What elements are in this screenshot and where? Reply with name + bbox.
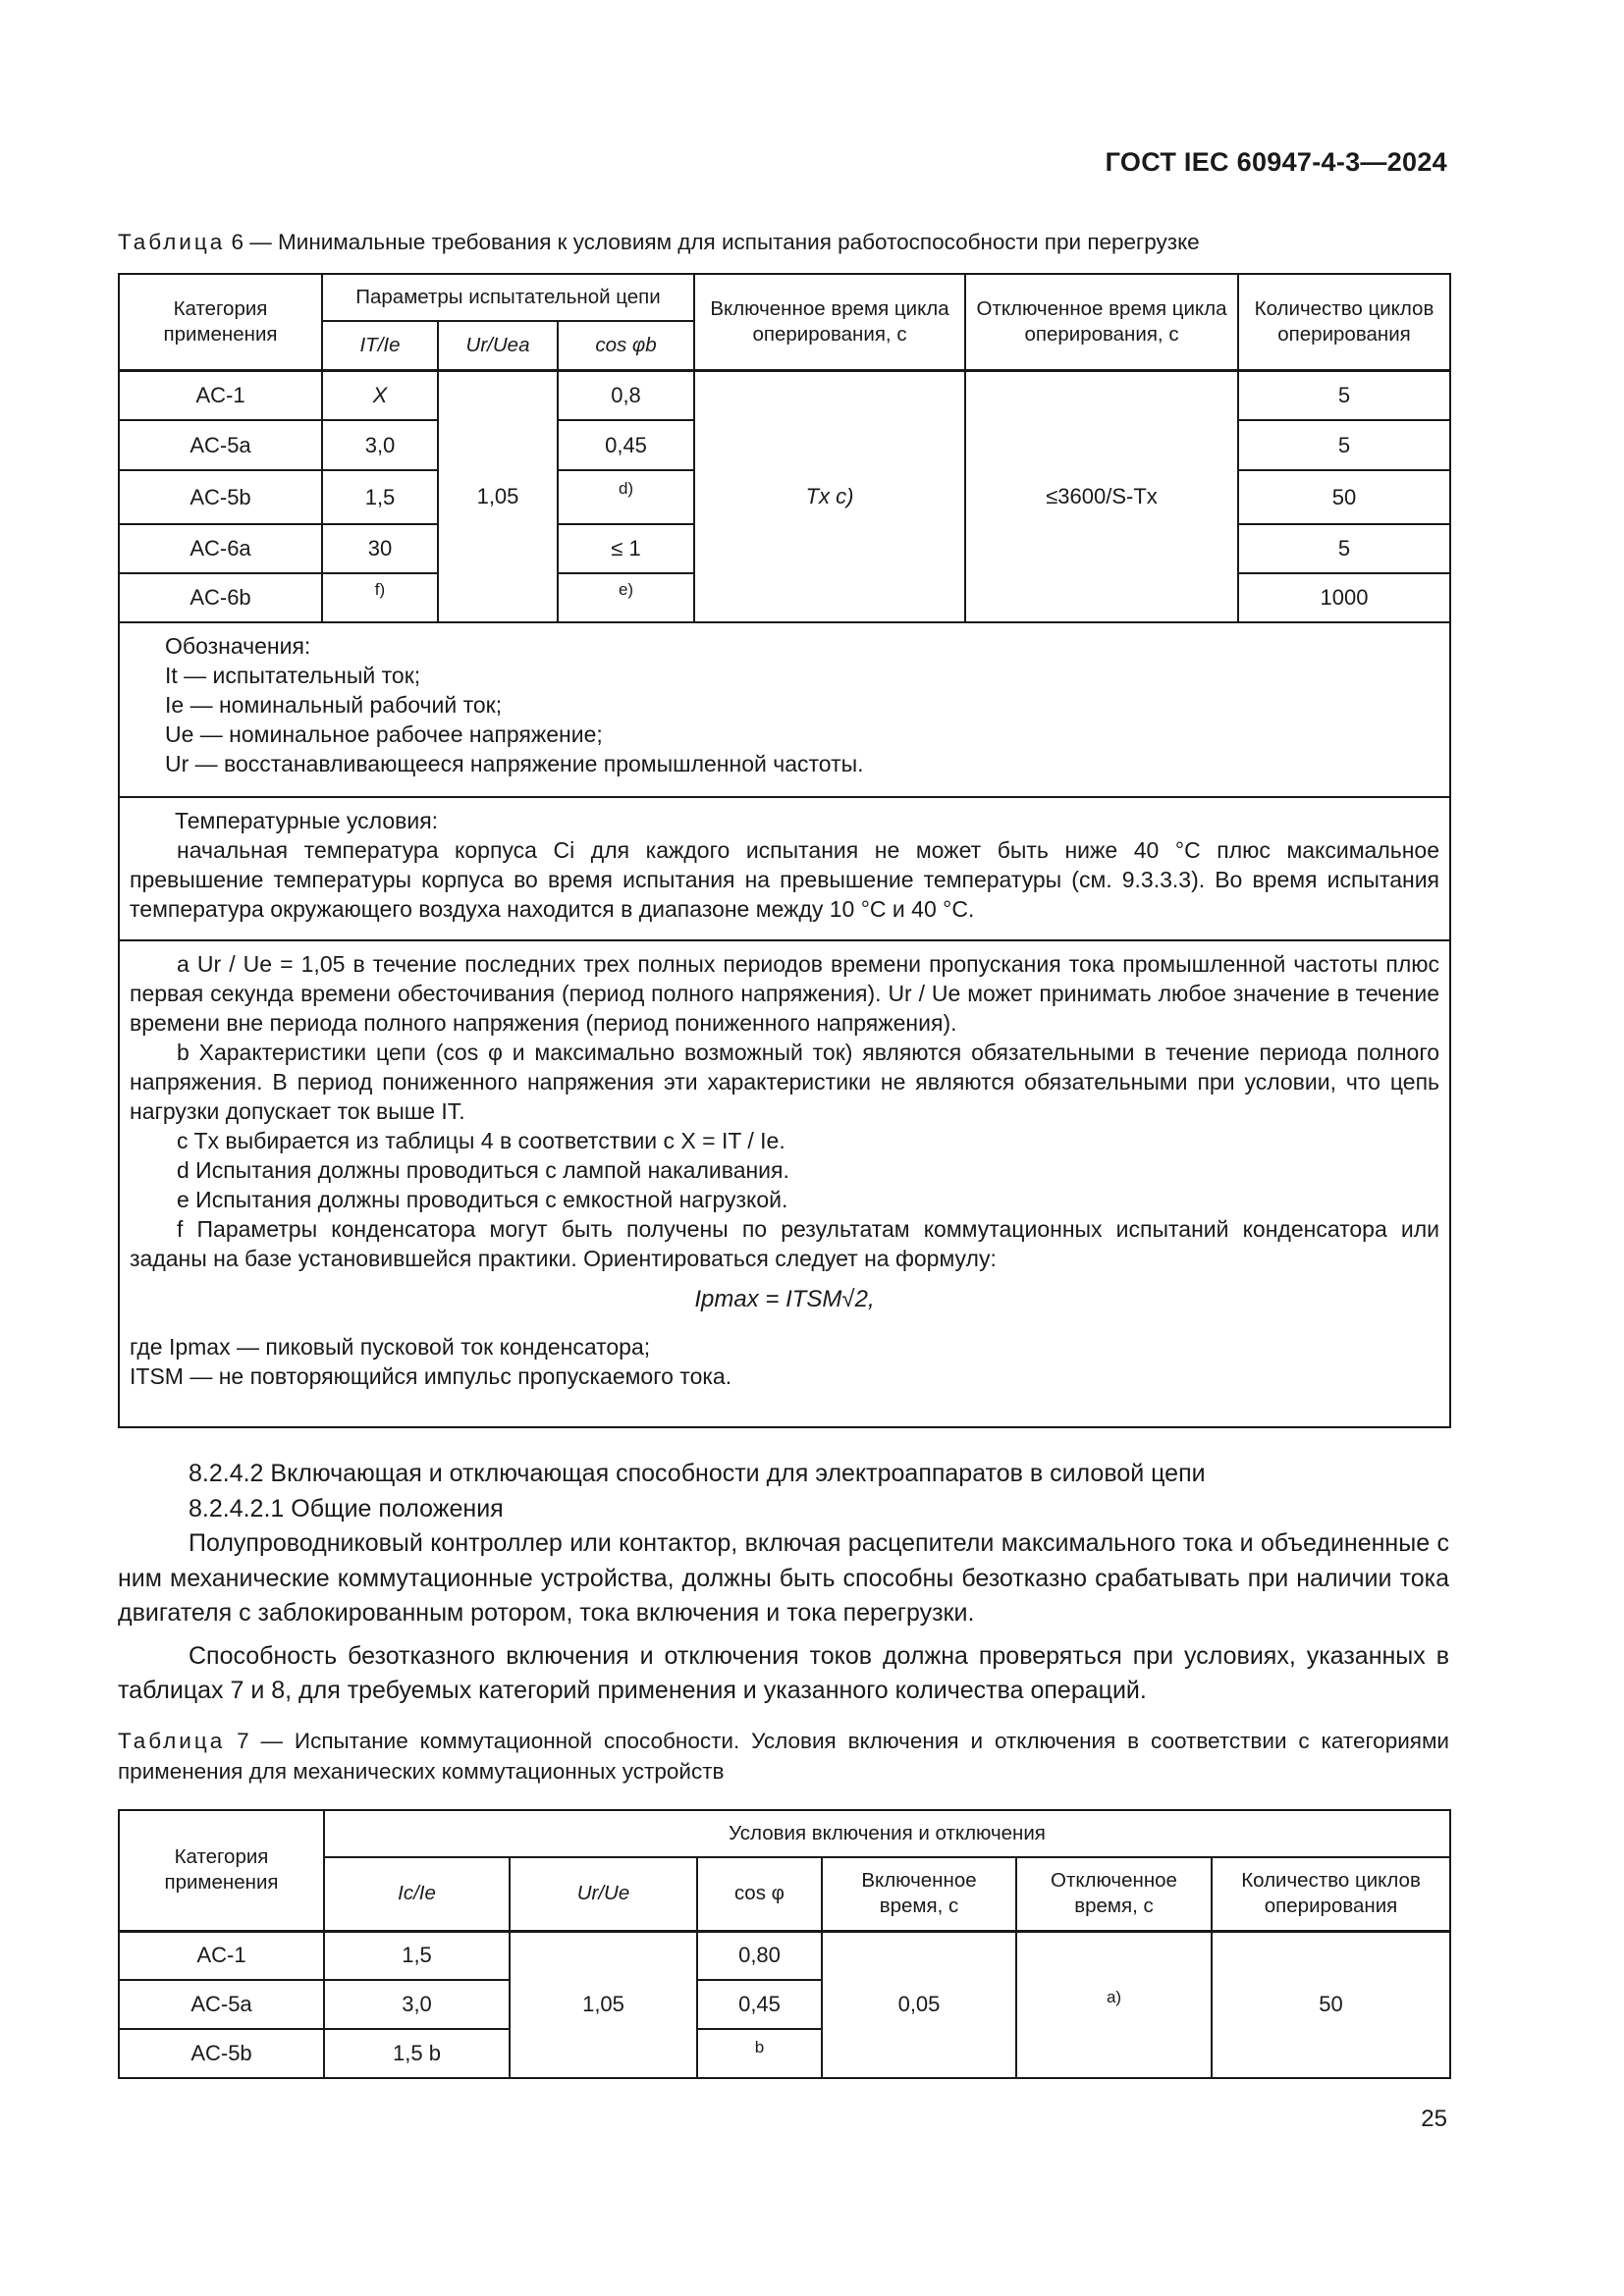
t6-temperature — [119, 797, 1450, 940]
t6-footnote-d: d Испытания должны проводиться с лампой накаливания. — [177, 1157, 789, 1183]
t6-footnote-f: f Параметры конденсатора могут быть получены по результатам коммутационных испытаний конденсатора или заданы на базе установившейся практики. Ориентироваться следует на формулу: — [130, 1216, 1440, 1271]
t7-off-time-value: a) — [1016, 1931, 1212, 2078]
t6-head-cycles-label: Количество циклов оперирования — [1254, 296, 1435, 346]
t7-head-category — [119, 1810, 324, 1931]
t7-head-cos-label: cos φ — [734, 1882, 785, 1905]
t6-row4-category: AC-6a — [119, 524, 322, 573]
t7-head-category-label: Категория применения — [164, 1845, 279, 1895]
t7-on-time-value: 0,05 — [822, 1931, 1016, 2078]
t6-temperature-title: Температурные условия: — [175, 808, 439, 833]
t7-row3-ic-ie: 1,5 b — [324, 2029, 510, 2078]
table6 — [118, 273, 1451, 1428]
t7-head-ic-ie — [324, 1857, 510, 1931]
t6-row3-cos: d) — [558, 470, 694, 524]
t6-row3-cycles: 50 — [1238, 470, 1450, 524]
t6-head-it-ie-label: IT/Ie — [359, 333, 401, 356]
t7-row2-cos: 0,45 — [697, 1980, 822, 2029]
t7-head-ur-ue — [510, 1857, 697, 1931]
t7-head-group-label: Условия включения и отключения — [729, 1822, 1046, 1844]
t7-head-group — [324, 1810, 1450, 1857]
table6-caption — [118, 227, 1449, 257]
t6-footnote-b: b Характеристики цепи (cos φ и максимально возможный ток) являются обязательными в течение периода полного напряжения. В период пониженного напряжения эти характеристики не являются обязательными при условии, что цепь нагрузки допускает ток выше IT. — [130, 1040, 1440, 1124]
t7-row1-ic-ie: 1,5 — [324, 1931, 510, 1980]
t7-head-cycles-label: Количество циклов оперирования — [1241, 1869, 1421, 1918]
t6-where-line: ITSM — не повторяющийся импульс пропускаемого тока. — [130, 1363, 732, 1389]
t7-head-off-time — [1016, 1857, 1212, 1931]
t6-head-ur-ue — [438, 321, 558, 370]
t6-head-off-time — [965, 274, 1238, 370]
t6-row4-it-ie: 30 — [322, 524, 438, 573]
t6-row2-category: AC-5a — [119, 420, 322, 470]
t6-row1-category: AC-1 — [119, 370, 322, 420]
body-paragraph: Полупроводниковый контроллер или контактор, включая расцепители максимального тока и объединенные с ним механические коммутационные устройства, должны быть способны безотказно срабатывать при наличии тока двигателя с заблокированным ротором, тока включения и тока перегрузки. — [118, 1529, 1449, 1627]
t6-designation-line: Ur — восстанавливающееся напряжение промышленной частоты. — [165, 751, 864, 776]
t6-head-cycles — [1238, 274, 1450, 370]
t6-footnote-a: a Ur / Ue = 1,05 в течение последних трех полных периодов времени пропускания тока промышленной частоты плюс первая секунда времени обесточивания (период полного напряжения). Ur / Ue может принимать любое значение в течение времени вне периода полного напряжения (период пониженного напряжения). — [130, 951, 1440, 1036]
t7-row3-cos: b — [697, 2029, 822, 2078]
table7-caption-text: 7 — Испытание коммутационной способности. Условия включения и отключения в соответствии с категориями применения для механических коммутационных устройств — [118, 1729, 1449, 1784]
page-number: 25 — [1421, 2106, 1447, 2132]
t7-head-on-time-label: Включенное время, с — [861, 1869, 977, 1918]
t7-row2-ic-ie: 3,0 — [324, 1980, 510, 2029]
t6-temperature-text: начальная температура корпуса Ci для каждого испытания не может быть ниже 40 °С плюс максимальное превышение температуры корпуса во время испытания на превышение температуры (см. 9.3.3.3). Во время испытания температура окружающего воздуха находится в диапазоне между 10 °С и 40 °С. — [130, 837, 1440, 922]
t7-head-cycles — [1212, 1857, 1450, 1931]
t6-on-time-value: Tx c) — [694, 370, 965, 622]
t6-row1-it-ie: X — [322, 370, 438, 420]
t6-head-on-time — [694, 274, 965, 370]
t6-row2-cycles: 5 — [1238, 420, 1450, 470]
t7-head-off-time-label: Отключенное время, с — [1051, 1869, 1177, 1918]
t6-row1-cycles: 5 — [1238, 370, 1450, 420]
t6-head-params — [322, 274, 694, 321]
t6-head-category-label: Категория применения — [163, 296, 278, 346]
table6-caption-word: Таблица — [118, 230, 226, 254]
t6-ur-ue-value: 1,05 — [438, 370, 558, 622]
t6-head-ur-ue-label: Ur/Uea — [465, 333, 530, 356]
t7-head-on-time — [822, 1857, 1016, 1931]
t6-row2-cos: 0,45 — [558, 420, 694, 470]
t6-where-line: где Ipmax — пиковый пусковой ток конденсатора; — [130, 1334, 651, 1360]
t6-designation-line: Ie — номинальный рабочий ток; — [165, 692, 503, 718]
table7-caption — [118, 1726, 1449, 1787]
standard-code: ГОСТ IEC 60947-4-3—2024 — [1105, 147, 1447, 177]
t6-footnotes — [119, 940, 1450, 1427]
t6-row5-cos: e) — [558, 573, 694, 622]
t6-footnote-c: c Tx выбирается из таблицы 4 в соответствии с X = IT / Ie. — [177, 1128, 785, 1153]
t6-designation-line: Обозначения: — [165, 633, 311, 659]
t7-cycles-value: 50 — [1212, 1931, 1450, 2078]
t6-row3-category: AC-5b — [119, 470, 322, 524]
t7-head-ur-ue-label: Ur/Ue — [576, 1882, 630, 1905]
table7-caption-word: Таблица — [118, 1729, 226, 1753]
t6-designation-line: Ue — номинальное рабочее напряжение; — [165, 721, 603, 747]
t6-row4-cycles: 5 — [1238, 524, 1450, 573]
t6-designations — [119, 622, 1450, 797]
t6-row5-category: AC-6b — [119, 573, 322, 622]
t6-formula: Ipmax = ITSM√2, — [694, 1286, 875, 1312]
t7-head-ic-ie-label: Ic/Ie — [398, 1882, 436, 1905]
t6-row3-it-ie: 1,5 — [322, 470, 438, 524]
section-heading: 8.2.4.2 Включающая и отключающая способности для электроаппаратов в силовой цепи — [189, 1460, 1206, 1487]
t7-head-cos — [697, 1857, 822, 1931]
t7-row3-category: AC-5b — [119, 2029, 324, 2078]
t6-head-on-time-label: Включенное время цикла оперирования, с — [710, 296, 949, 346]
t6-head-cos-label: cos φb — [595, 333, 657, 356]
t7-row2-category: AC-5a — [119, 1980, 324, 2029]
t6-head-it-ie — [322, 321, 438, 370]
t6-head-params-label: Параметры испытательной цепи — [355, 286, 661, 308]
t6-off-time-value: ≤3600/S-Tx — [965, 370, 1238, 622]
body-text — [118, 1457, 1449, 1709]
table6-caption-text: 6 — Минимальные требования к условиям для испытания работоспособности при перегрузке — [225, 230, 1200, 254]
t6-row2-it-ie: 3,0 — [322, 420, 438, 470]
t6-head-category — [119, 274, 322, 370]
t7-row1-cos: 0,80 — [697, 1931, 822, 1980]
t6-row5-it-ie: f) — [322, 573, 438, 622]
t6-head-cos — [558, 321, 694, 370]
body-paragraph: Способность безотказного включения и отключения токов должна проверяться при условиях, указанных в таблицах 7 и 8, для требуемых категорий применения и указанного количества операций. — [118, 1641, 1449, 1704]
t7-row1-category: AC-1 — [119, 1931, 324, 1980]
t7-ur-ue-value: 1,05 — [510, 1931, 697, 2078]
t6-row5-cycles: 1000 — [1238, 573, 1450, 622]
table7 — [118, 1809, 1451, 2079]
t6-row1-cos: 0,8 — [558, 370, 694, 420]
t6-head-off-time-label: Отключенное время цикла оперирования, с — [976, 296, 1227, 346]
t6-designation-line: It — испытательный ток; — [165, 663, 421, 688]
t6-footnote-e: e Испытания должны проводиться с емкостной нагрузкой. — [177, 1187, 788, 1212]
subsection-heading: 8.2.4.2.1 Общие положения — [189, 1494, 504, 1522]
t6-row4-cos: ≤ 1 — [558, 524, 694, 573]
